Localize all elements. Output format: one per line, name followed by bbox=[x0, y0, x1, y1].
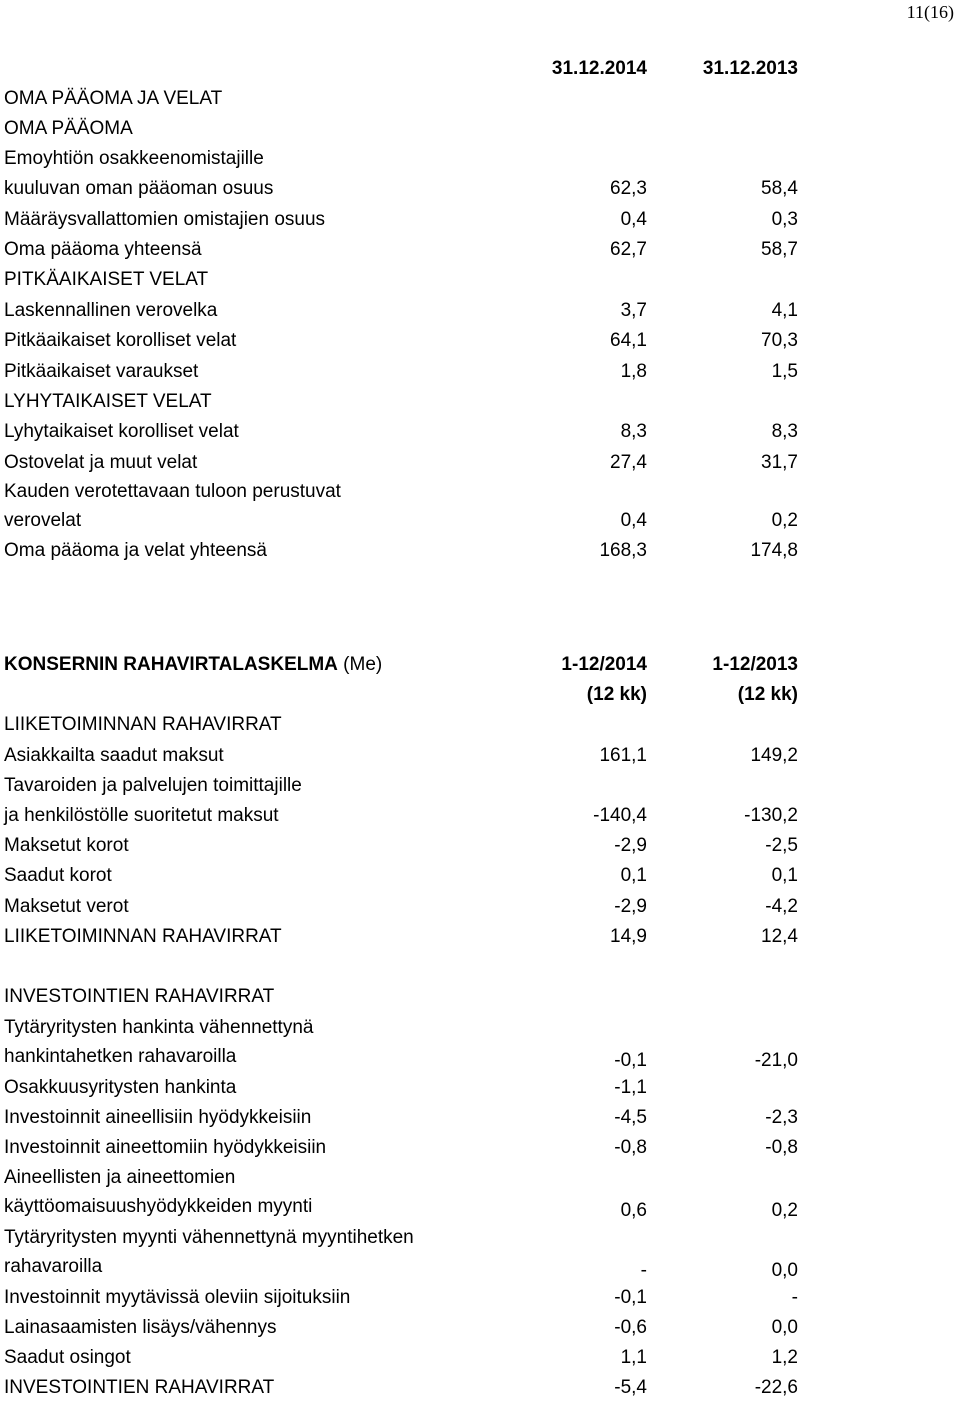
cashflow-col2-subheader: (12 kk) bbox=[737, 684, 798, 705]
row-label: Tytäryritysten myynti vähennettynä myyntihetken bbox=[4, 1227, 414, 1248]
row-label: LIIKETOIMINNAN RAHAVIRRAT bbox=[4, 714, 282, 735]
table-row bbox=[0, 1283, 960, 1313]
row-value-2013: 58,4 bbox=[761, 178, 798, 199]
table-row bbox=[0, 265, 960, 295]
row-label: Saadut korot bbox=[4, 865, 112, 886]
row-value-2013: -2,3 bbox=[765, 1107, 798, 1128]
row-label: Maksetut korot bbox=[4, 835, 129, 856]
cashflow-title bbox=[4, 650, 382, 680]
row-label: Pitkäaikaiset varaukset bbox=[4, 361, 199, 382]
row-value-2014: -5,4 bbox=[614, 1377, 647, 1398]
row-value-2013: 174,8 bbox=[750, 540, 798, 561]
row-value-2013: 0,2 bbox=[771, 1200, 798, 1221]
row-value-2013: -0,8 bbox=[765, 1137, 798, 1158]
cashflow-col1-subheader: (12 kk) bbox=[586, 684, 647, 705]
table-row bbox=[0, 114, 960, 144]
row-value-2013: 0,1 bbox=[771, 865, 798, 886]
row-value-2014: 27,4 bbox=[610, 452, 647, 473]
row-value-2013: 12,4 bbox=[761, 926, 798, 947]
table-row bbox=[0, 144, 960, 174]
row-value-2014: 62,3 bbox=[610, 178, 647, 199]
table-row bbox=[0, 1343, 960, 1373]
table-row bbox=[0, 448, 960, 478]
cashflow-col2-header: 1-12/2013 bbox=[712, 654, 798, 675]
row-value-2013: 58,7 bbox=[761, 239, 798, 260]
row-label: INVESTOINTIEN RAHAVIRRAT bbox=[4, 1377, 275, 1398]
row-value-2014: 161,1 bbox=[599, 745, 647, 766]
row-label: hankintahetken rahavaroilla bbox=[4, 1046, 237, 1067]
row-label: INVESTOINTIEN RAHAVIRRAT bbox=[4, 986, 275, 1007]
row-value-2013: 149,2 bbox=[750, 745, 798, 766]
table-row bbox=[0, 1223, 960, 1253]
row-value-2014: 14,9 bbox=[610, 926, 647, 947]
row-label: Lainasaamisten lisäys/vähennys bbox=[4, 1317, 277, 1338]
row-value-2014: -0,1 bbox=[614, 1050, 647, 1071]
table-row bbox=[0, 506, 960, 536]
row-value-2014: 0,1 bbox=[620, 865, 647, 886]
row-label: Ostovelat ja muut velat bbox=[4, 452, 198, 473]
table-row bbox=[0, 357, 960, 387]
table-row bbox=[0, 1373, 960, 1403]
table-row bbox=[0, 1163, 960, 1193]
row-label: Investoinnit myytävissä oleviin sijoituksiin bbox=[4, 1287, 351, 1308]
table-row bbox=[0, 1103, 960, 1133]
row-value-2014: -0,6 bbox=[614, 1317, 647, 1338]
row-value-2014: -140,4 bbox=[593, 805, 647, 826]
table-row bbox=[0, 1013, 960, 1043]
row-label: Oma pääoma yhteensä bbox=[4, 239, 202, 260]
row-label: LIIKETOIMINNAN RAHAVIRRAT bbox=[4, 926, 282, 947]
cashflow-title-unit: (Me) bbox=[337, 654, 383, 675]
row-value-2014: -2,9 bbox=[614, 835, 647, 856]
row-value-2013: 1,2 bbox=[771, 1347, 798, 1368]
row-value-2013: 8,3 bbox=[771, 421, 798, 442]
table-row bbox=[0, 205, 960, 235]
row-value-2013: -22,6 bbox=[754, 1377, 798, 1398]
row-value-2014: 0,4 bbox=[620, 510, 647, 531]
table-row bbox=[0, 477, 960, 507]
row-label: ja henkilöstölle suoritetut maksut bbox=[4, 805, 279, 826]
row-label: Lyhytaikaiset korolliset velat bbox=[4, 421, 239, 442]
row-label: Laskennallinen verovelka bbox=[4, 300, 218, 321]
row-value-2013: 4,1 bbox=[771, 300, 798, 321]
cashflow-col1-header: 1-12/2014 bbox=[561, 654, 647, 675]
table-row bbox=[0, 326, 960, 356]
row-value-2013: 31,7 bbox=[761, 452, 798, 473]
cashflow-title-bold: KONSERNIN RAHAVIRTALASKELMA bbox=[4, 654, 338, 675]
row-label: Tavaroiden ja palvelujen toimittajille bbox=[4, 775, 302, 796]
balance-header-row bbox=[0, 54, 960, 84]
table-row bbox=[0, 235, 960, 265]
table-row bbox=[0, 417, 960, 447]
table-row bbox=[0, 84, 960, 114]
row-value-2013: 0,2 bbox=[771, 510, 798, 531]
row-value-2013: - bbox=[791, 1287, 798, 1308]
row-value-2013: 1,5 bbox=[771, 361, 798, 382]
row-label: LYHYTAIKAISET VELAT bbox=[4, 391, 212, 412]
table-row bbox=[0, 922, 960, 952]
table-row bbox=[0, 536, 960, 566]
row-label: käyttöomaisuushyödykkeiden myynti bbox=[4, 1196, 313, 1217]
row-label: Osakkuusyritysten hankinta bbox=[4, 1077, 237, 1098]
row-value-2014: 62,7 bbox=[610, 239, 647, 260]
row-value-2014: -1,1 bbox=[614, 1077, 647, 1098]
balance-col2-header: 31.12.2013 bbox=[702, 58, 798, 79]
row-value-2014: -0,1 bbox=[614, 1287, 647, 1308]
row-value-2014: 1,1 bbox=[620, 1347, 647, 1368]
row-label: Emoyhtiön osakkeenomistajille bbox=[4, 148, 264, 169]
row-label: kuuluvan oman pääoman osuus bbox=[4, 178, 274, 199]
row-label: OMA PÄÄOMA bbox=[4, 118, 133, 139]
row-label: rahavaroilla bbox=[4, 1256, 103, 1277]
table-row bbox=[0, 771, 960, 801]
table-row bbox=[0, 1042, 960, 1072]
row-label: Asiakkailta saadut maksut bbox=[4, 745, 224, 766]
row-value-2013: -4,2 bbox=[765, 896, 798, 917]
row-value-2014: 168,3 bbox=[599, 540, 647, 561]
row-label: Maksetut verot bbox=[4, 896, 129, 917]
row-value-2013: -21,0 bbox=[754, 1050, 798, 1071]
row-value-2014: 1,8 bbox=[620, 361, 647, 382]
row-label: Investoinnit aineettomiin hyödykkeisiin bbox=[4, 1137, 327, 1158]
row-value-2013: 70,3 bbox=[761, 330, 798, 351]
table-row bbox=[0, 710, 960, 740]
row-value-2014: 64,1 bbox=[610, 330, 647, 351]
row-label: Saadut osingot bbox=[4, 1347, 131, 1368]
row-label: verovelat bbox=[4, 510, 82, 531]
table-row bbox=[0, 861, 960, 891]
cashflow-subheader-row bbox=[0, 680, 960, 710]
row-label: PITKÄAIKAISET VELAT bbox=[4, 269, 209, 290]
row-value-2013: 0,3 bbox=[771, 209, 798, 230]
row-label: Kauden verotettavaan tuloon perustuvat bbox=[4, 481, 341, 502]
row-label: Oma pääoma ja velat yhteensä bbox=[4, 540, 267, 561]
table-row bbox=[0, 892, 960, 922]
table-row bbox=[0, 1133, 960, 1163]
row-value-2014: 0,6 bbox=[620, 1200, 647, 1221]
table-row bbox=[0, 1073, 960, 1103]
row-label: Tytäryritysten hankinta vähennettynä bbox=[4, 1017, 314, 1038]
page-number: 11(16) bbox=[906, 2, 954, 22]
table-row bbox=[0, 831, 960, 861]
row-value-2014: 3,7 bbox=[620, 300, 647, 321]
row-value-2014: -0,8 bbox=[614, 1137, 647, 1158]
row-value-2013: -2,5 bbox=[765, 835, 798, 856]
row-value-2014: 8,3 bbox=[620, 421, 647, 442]
row-label: Pitkäaikaiset korolliset velat bbox=[4, 330, 237, 351]
table-row bbox=[0, 741, 960, 771]
row-label: Määräysvallattomien omistajien osuus bbox=[4, 209, 326, 230]
row-value-2014: -2,9 bbox=[614, 896, 647, 917]
row-value-2013: 0,0 bbox=[771, 1260, 798, 1281]
table-row bbox=[0, 174, 960, 204]
row-label: OMA PÄÄOMA JA VELAT bbox=[4, 88, 223, 109]
table-row bbox=[0, 296, 960, 326]
row-label: Aineellisten ja aineettomien bbox=[4, 1167, 236, 1188]
table-row bbox=[0, 801, 960, 831]
table-row bbox=[0, 1252, 960, 1282]
cashflow-header-row bbox=[0, 650, 960, 680]
table-row bbox=[0, 982, 960, 1012]
row-label: Investoinnit aineellisiin hyödykkeisiin bbox=[4, 1107, 312, 1128]
table-row bbox=[0, 387, 960, 417]
table-row bbox=[0, 1192, 960, 1222]
row-value-2013: -130,2 bbox=[744, 805, 798, 826]
row-value-2014: -4,5 bbox=[614, 1107, 647, 1128]
row-value-2014: - bbox=[640, 1260, 647, 1281]
row-value-2014: 0,4 bbox=[620, 209, 647, 230]
balance-col1-header: 31.12.2014 bbox=[551, 58, 647, 79]
row-value-2013: 0,0 bbox=[771, 1317, 798, 1338]
table-row bbox=[0, 1313, 960, 1343]
